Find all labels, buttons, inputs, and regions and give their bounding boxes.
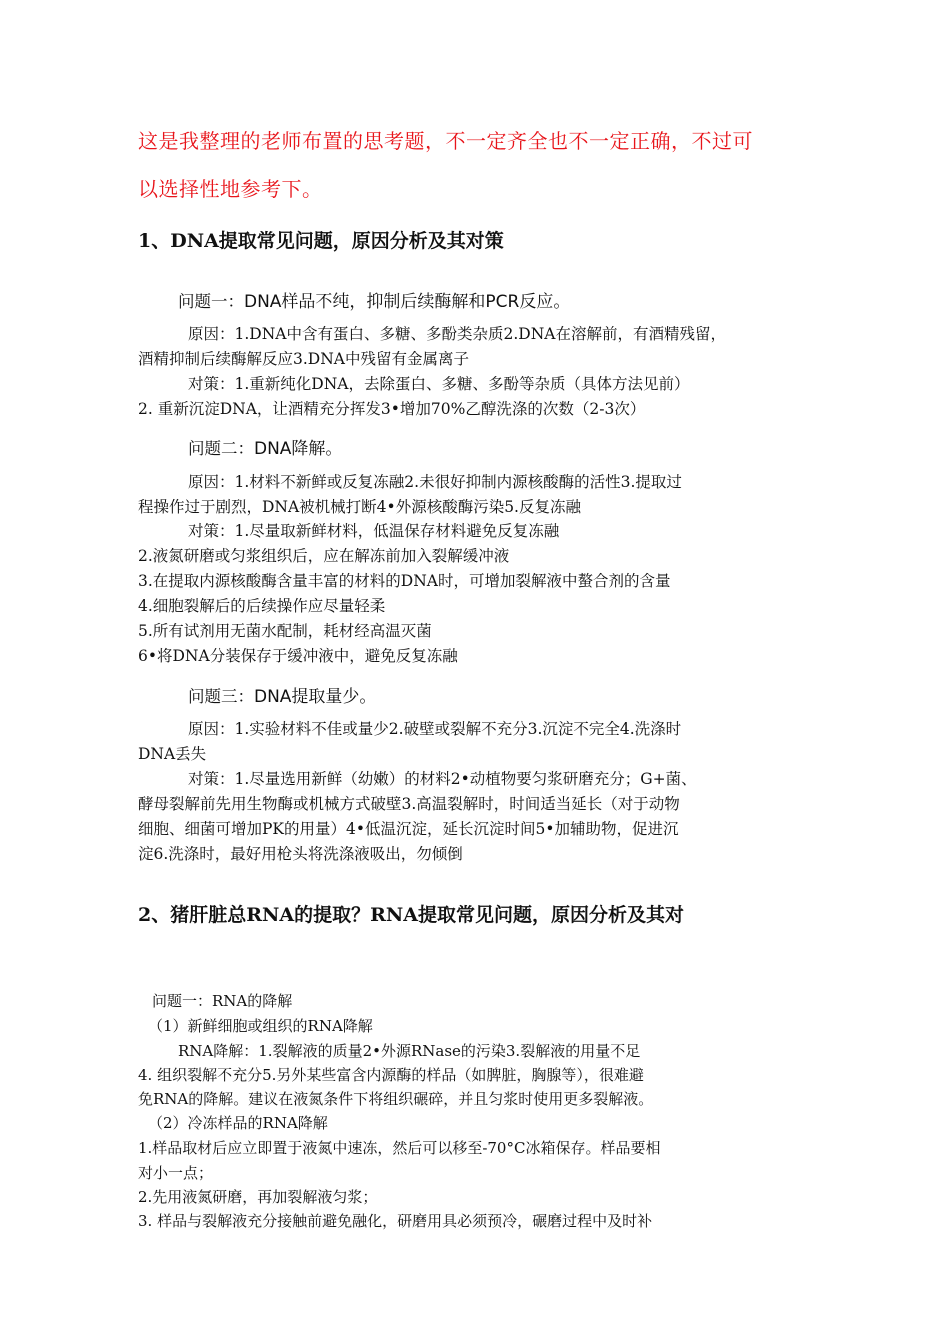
problem1-cause-line-1: 原因：1.DNA中含有蛋白、多糖、多酚类杂质2.DNA在溶解前，有酒精残留， bbox=[188, 325, 726, 343]
problem2-cause-line-1: 原因：1.材料不新鲜或反复冻融2.未很好抑制内源核酸酶的活性3.提取过 bbox=[188, 473, 682, 491]
problem3-solution-line-2: 酵母裂解前先用生物酶或机械方式破壁3.高温裂解时，时间适当延长（对于动物 bbox=[138, 795, 680, 813]
intro-line-2: 以选择性地参考下。 bbox=[138, 177, 323, 201]
rna-sub2-line-2: 对小一点； bbox=[138, 1164, 214, 1182]
problem3-title-prefix: 问题三： bbox=[188, 687, 254, 706]
rna-sub2-line-3: 2.先用液氮研磨，再加裂解液匀浆； bbox=[138, 1188, 378, 1206]
problem1-solution-line-1: 对策：1.重新纯化DNA，去除蛋白、多糖、多酚等杂质（具体方法见前） bbox=[188, 375, 690, 393]
rna-sub2-line-4: 3. 样品与裂解液充分接触前避免融化，研磨用具必须预冷，碾磨过程中及时补 bbox=[138, 1212, 653, 1230]
problem3-cause-line-2: DNA丢失 bbox=[138, 745, 207, 763]
problem3-solution-line-4: 淀6.洗涤时，最好用枪头将洗涤液吸出，勿倾倒 bbox=[138, 845, 463, 863]
section2-heading: 2、猪肝脏总RNA的提取？RNA提取常见问题，原因分析及其对 bbox=[138, 904, 685, 926]
problem3-title bbox=[188, 682, 376, 707]
rna-sub1-title: （1）新鲜细胞或组织的RNA降解 bbox=[148, 1017, 373, 1035]
problem2-title-main: DNA降解。 bbox=[254, 439, 343, 459]
rna-problem1-title: 问题一：RNA的降解 bbox=[152, 992, 293, 1010]
problem2-solution-line-2: 2.液氮研磨或匀浆组织后，应在解冻前加入裂解缓冲液 bbox=[138, 547, 510, 565]
intro-line-1: 这是我整理的老师布置的思考题，不一定齐全也不一定正确，不过可 bbox=[138, 129, 753, 153]
problem2-title-prefix: 问题二： bbox=[188, 439, 254, 458]
problem2-solution-line-6: 6•将DNA分装保存于缓冲液中，避免反复冻融 bbox=[138, 647, 458, 665]
rna-sub1-line-2: 4. 组织裂解不充分5.另外某些富含内源酶的样品（如脾脏，胸腺等），很难避 bbox=[138, 1066, 644, 1084]
problem2-solution-line-4: 4.细胞裂解后的后续操作应尽量轻柔 bbox=[138, 597, 386, 615]
problem3-solution-line-1: 对策：1.尽量选用新鲜（幼嫩）的材料2•动植物要匀浆研磨充分；G+菌、 bbox=[188, 770, 697, 788]
rna-sub2-title: （2）冷冻样品的RNA降解 bbox=[148, 1114, 328, 1132]
problem2-solution-line-5: 5.所有试剂用无菌水配制，耗材经高温灭菌 bbox=[138, 622, 432, 640]
problem1-title-prefix: 问题一： bbox=[178, 292, 244, 311]
problem2-title bbox=[188, 434, 342, 459]
section1-heading: 1、DNA提取常见问题，原因分析及其对策 bbox=[138, 230, 504, 252]
problem1-title-main: DNA样品不纯，抑制后续酶解和PCR反应。 bbox=[244, 292, 571, 312]
problem2-solution-line-3: 3.在提取内源核酸酶含量丰富的材料的DNA时，可增加裂解液中螯合剂的含量 bbox=[138, 572, 671, 590]
problem3-solution-line-3: 细胞、细菌可增加PK的用量）4•低温沉淀，延长沉淀时间5•加辅助物，促进沉 bbox=[138, 820, 679, 838]
rna-sub2-line-1: 1.样品取材后应立即置于液氮中速冻，然后可以移至-70°C冰箱保存。样品要相 bbox=[138, 1139, 661, 1157]
problem2-cause-line-2: 程操作过于剧烈，DNA被机械打断4•外源核酸酶污染5.反复冻融 bbox=[138, 498, 581, 516]
rna-sub1-line-3: 免RNA的降解。建议在液氮条件下将组织碾碎，并且匀浆时使用更多裂解液。 bbox=[138, 1090, 654, 1108]
problem1-title bbox=[178, 287, 570, 312]
problem2-solution-line-1: 对策：1.尽量取新鲜材料，低温保存材料避免反复冻融 bbox=[188, 522, 560, 540]
problem3-cause-line-1: 原因：1.实验材料不佳或量少2.破壁或裂解不充分3.沉淀不完全4.洗涤时 bbox=[188, 720, 682, 738]
problem1-solution-line-2: 2. 重新沉淀DNA，让酒精充分挥发3•增加70%乙醇洗涤的次数（2-3次） bbox=[138, 400, 646, 418]
problem3-title-main: DNA提取量少。 bbox=[254, 687, 377, 707]
rna-sub1-line-1: RNA降解：1.裂解液的质量2•外源RNase的污染3.裂解液的用量不足 bbox=[178, 1042, 641, 1060]
problem1-cause-line-2: 酒精抑制后续酶解反应3.DNA中残留有金属离子 bbox=[138, 350, 469, 368]
